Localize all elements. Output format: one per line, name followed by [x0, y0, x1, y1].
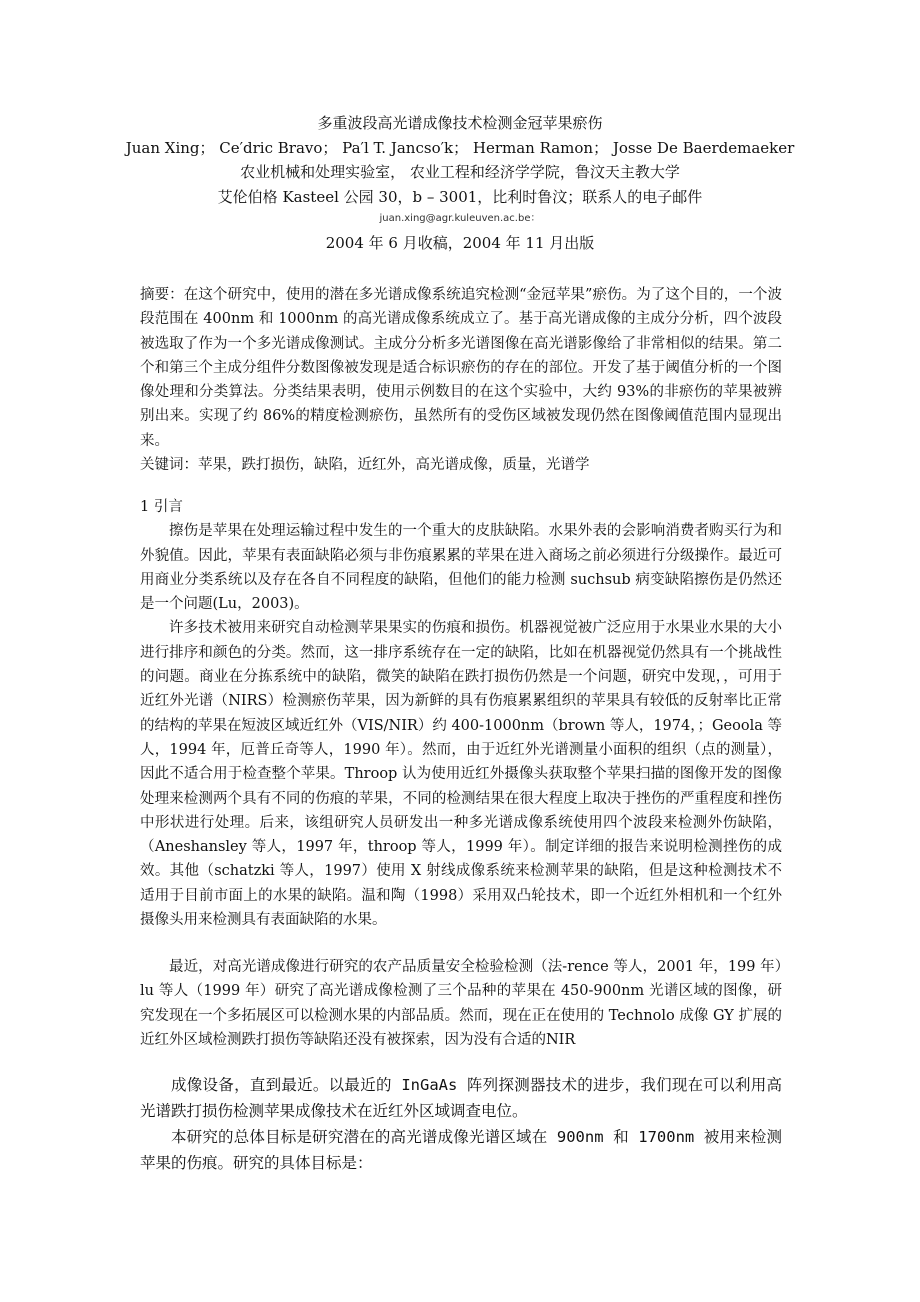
intro-paragraph-3: 最近，对高光谱成像进行研究的农产品质量安全检验检测（法-rence 等人，2001 年，199 年）lu 等人（1999 年）研究了高光谱成像检测了三个品种的苹果在 450-900nm 光谱区域的图像，研究发现在一个多拓展区可以检测水果的内部品质。然而，现在正在使用的 Technolo 成像 GY 扩展的近红外区域检测跌打损伤等缺陷还没有被探索，因为没有合适的NIR [140, 959, 782, 1048]
intro-paragraph-2: 许多技术被用来研究自动检测苹果果实的伤痕和损伤。机器视觉被广泛应用于水果业水果的大小进行排序和颜色的分类。然而，这一排序系统存在一定的缺陷，比如在机器视觉仍然具有一个挑战性的问题。商业在分拣系统中的缺陷，微笑的缺陷在跌打损伤仍然是一个问题，研究中发现，，可用于近红外光谱（NIRS）检测瘀伤苹果，因为新鲜的具有伤痕累累组织的苹果具有较低的反射率比正常的结构的苹果在短波区域近红外（VIS/NIR）约 400-1000nm（brown 等人，1974，；Geoola 等人，1994 年，厄普丘奇等人，1990 年）。然而，由于近红外光谱测量小面积的组织（点的测量），因此不适合用于检查整个苹果。Throop 认为使用近红外摄像头获取整个苹果扫描的图像开发的图像处理来检测两个具有不同的伤痕的苹果，不同的检测结果在很大程度上取决于挫伤的严重程度和挫伤中形状进行处理。后来，该组研究人员研发出一种多光谱成像系统使用四个波段来检测外伤缺陷，（Aneshansley 等人，1997 年，throop 等人，1999 年）。制定详细的报告来说明检测挫伤的成效。其他（schatzki 等人，1997）使用 X 射线成像系统来检测苹果的缺陷，但是这种检测技术不适用于目前市面上的水果的缺陷。温和陶（1998）采用双凸轮技术，即一个近红外相机和一个红外摄像头用来检测具有表面缺陷的水果。 [140, 620, 782, 929]
abstract-text: 摘要：在这个研究中，使用的潜在多光谱成像系统追究检测“金冠苹果”瘀伤。为了这个目的，一个波段范围在 400nm 和 1000nm 的高光谱成像系统成立了。基于高光谱成像的主成分分析，四个波段被选取了作为一个多光谱成像测试。主成分分析多光谱图像在高光谱影像给了非常相似的结果。第二个和第三个主成分组件分数图像被发现是适合标识瘀伤的存在的部位。开发了基于阈值分析的一个图像处理和分类算法。分类结果表明，使用示例数目的在这个实验中，大约 93%的非瘀伤的苹果被辨别出来。实现了约 86%的精度检测瘀伤，虽然所有的受伤区域被发现仍然在图像阈值范围内显现出来。 [140, 287, 782, 449]
intro-paragraph-5: 本研究的总体目标是研究潜在的高光谱成像光谱区域在 900nm 和 1700nm 被用来检测苹果的伤痕。研究的具体目标是： [140, 1128, 782, 1172]
intro-paragraph-4: 成像设备，直到最近。以最近的 InGaAs 阵列探测器技术的进步，我们现在可以利用高光谱跌打损伤检测苹果成像技术在近红外区域调查电位。 [140, 1076, 782, 1120]
publication-dates: 2004 年 6 月收稿，2004 年 11 月出版 [325, 234, 595, 252]
intro-paragraph-3-block [140, 955, 782, 1081]
keywords: 关键词：苹果，跌打损伤，缺陷，近红外，高光谱成像，质量，光谱学 [140, 457, 590, 474]
author-list: Juan Xing； Ce′dric Bravo； Pa′l T. Jancso′k； Herman Ramon； Josse De Baerdemaeker [125, 139, 795, 157]
intro-paragraph-5-block [140, 1124, 782, 1178]
intro-paragraph-4-block [140, 1072, 782, 1126]
introduction-section [140, 495, 782, 1035]
contact-email: juan.xing@agr.kuleuven.ac.be： [379, 213, 541, 224]
section-heading: 1 引言 [140, 499, 183, 515]
abstract-block [140, 283, 782, 475]
address: 艾伦伯格 Kasteel 公园 30，b – 3001，比利时鲁汶；联系人的电子邮件 [217, 188, 703, 206]
paper-title: 多重波段高光谱成像技术检测金冠苹果瘀伤 [317, 114, 603, 132]
affiliation: 农业机械和处理实验室， 农业工程和经济学学院，鲁汶天主教大学 [240, 163, 680, 181]
intro-paragraph-1: 擦伤是苹果在处理运输过程中发生的一个重大的皮肤缺陷。水果外表的会影响消费者购买行为和外貌值。因此，苹果有表面缺陷必须与非伤痕累累的苹果在进入商场之前必须进行分级操作。最近可用商业分类系统以及存在各自不同程度的缺陷，但他们的能力检测 suchsub 病变缺陷擦伤是仍然还是一个问题(Lu，2003)。 [140, 523, 782, 613]
